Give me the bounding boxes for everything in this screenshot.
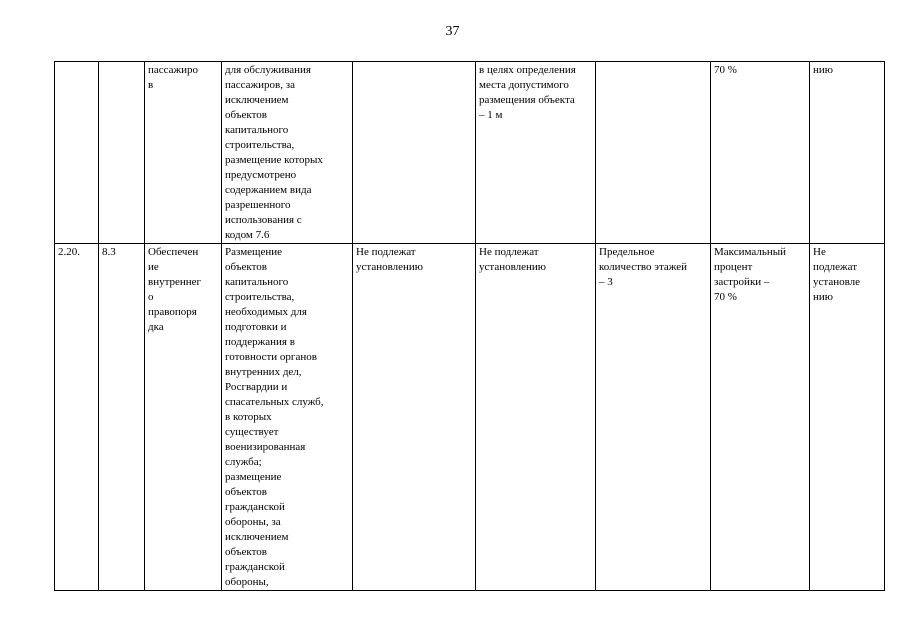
table-row: [55, 62, 885, 244]
other-params-cell: нию: [810, 62, 885, 244]
row-number-cell: [55, 62, 99, 244]
row-number-cell: 2.20.: [55, 244, 99, 591]
setback-cell: в целях определения места допустимого размещения объекта – 1 м: [476, 62, 596, 244]
floors-cell: [596, 62, 711, 244]
page-number: 37: [445, 24, 460, 39]
floors-cell: Предельное количество этажей – 3: [596, 244, 711, 591]
code-cell: 8.3: [99, 244, 145, 591]
description-cell: Размещение объектов капитального строительства, необходимых для подготовки и поддержания в готовности органов внутренних дел, Росгвардии и спасательных служб, в которых существует военизированная служба; размещение объектов гражданской обороны, за исключением объектов гражданской обороны,: [222, 244, 353, 591]
plot-size-cell: Не подлежат установлению: [353, 244, 476, 591]
setback-cell: Не подлежат установлению: [476, 244, 596, 591]
coverage-cell: 70 %: [711, 62, 810, 244]
use-name-cell: пассажиро в: [145, 62, 222, 244]
plot-size-cell: [353, 62, 476, 244]
regulations-table: [54, 61, 885, 591]
other-params-cell: Не подлежат установле нию: [810, 244, 885, 591]
description-cell: для обслуживания пассажиров, за исключением объектов капитального строительства, размещение которых предусмотрено содержанием вида разрешенного использования с кодом 7.6: [222, 62, 353, 244]
use-name-cell: Обеспечен ие внутреннег о правопоря дка: [145, 244, 222, 591]
table-row: [55, 244, 885, 591]
coverage-cell: Максимальный процент застройки – 70 %: [711, 244, 810, 591]
code-cell: [99, 62, 145, 244]
